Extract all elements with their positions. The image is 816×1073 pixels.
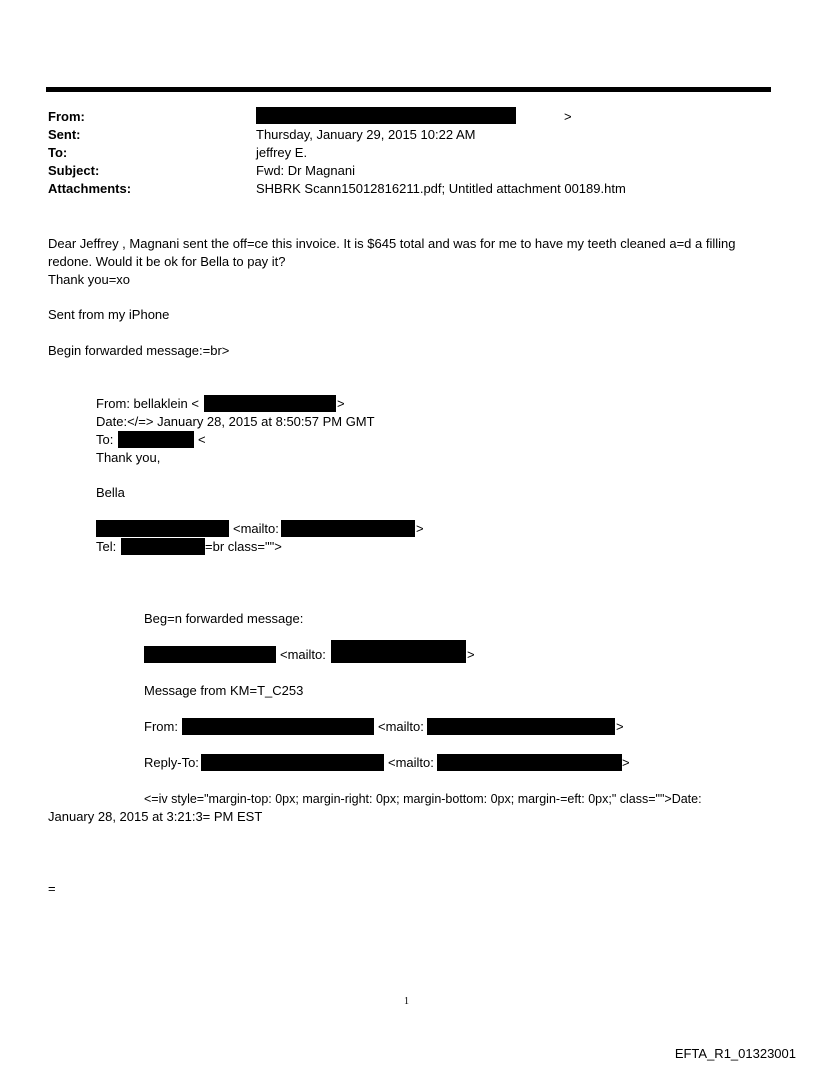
header-sent-label: Sent: <box>48 127 81 142</box>
header-from-value: > <box>564 109 572 124</box>
header-attachments-label: Attachments: <box>48 181 132 196</box>
header-to-label: To: <box>48 145 68 160</box>
fwd2-from-mailto: <mailto: <box>378 719 424 734</box>
fwd1-tel-prefix: Tel: <box>96 539 117 554</box>
redaction-block <box>182 718 374 735</box>
fwd1-mailto-end: > <box>416 521 424 536</box>
redaction-block <box>427 718 615 735</box>
body-line: redone. Would it be ok for Bella to pay it? <box>48 254 286 269</box>
header-subject-value: Fwd: Dr Magnani <box>256 163 355 178</box>
fwd1-from-prefix: From: bellaklein < <box>96 396 199 411</box>
body-line: Dear Jeffrey , Magnani sent the off=ce this invoice. It is $645 total and was for me to have my teeth cleaned a=d a filling <box>48 236 736 251</box>
header-sent-value: Thursday, January 29, 2015 10:22 AM <box>256 127 476 142</box>
header-from-label: From: <box>48 109 85 124</box>
fwd1-signature: Bella <box>96 485 125 500</box>
redaction-block <box>201 754 384 771</box>
fwd1-to-suffix: < <box>198 432 206 447</box>
header-attachments-value: SHBRK Scann15012816211.pdf; Untitled attachment 00189.htm <box>256 181 626 196</box>
sent-from-line: Sent from my iPhone <box>48 307 170 322</box>
body-line: Thank you=xo <box>48 272 131 287</box>
fwd1-date: Date:</=> January 28, 2015 at 8:50:57 PM GMT <box>96 414 375 429</box>
fwd2-begin: Beg=n forwarded message: <box>144 611 304 626</box>
fwd2-from-label: From: <box>144 719 178 734</box>
header-subject-label: Subject: <box>48 163 100 178</box>
header-to-value: jeffrey E. <box>256 145 308 160</box>
fwd2-reply-mailto: <mailto: <box>388 755 434 770</box>
fwd2-from-end: > <box>616 719 624 734</box>
fwd2-mailto-end: > <box>467 647 475 662</box>
document-id-footer: EFTA_R1_01323001 <box>674 1046 796 1061</box>
redaction-block <box>121 538 205 555</box>
fwd1-to-prefix: To: <box>96 432 114 447</box>
trailing-equals: = <box>48 881 56 896</box>
redaction-block <box>204 395 336 412</box>
fwd1-tel-suffix: =br class=""> <box>205 539 282 554</box>
fwd1-thanks: Thank you, <box>96 450 161 465</box>
fwd2-mailto-mid: <mailto: <box>280 647 326 662</box>
header-rule <box>46 87 771 92</box>
redaction-block <box>144 646 276 663</box>
fwd2-message-from: Message from KM=T_C253 <box>144 683 304 698</box>
fwd1-mailto-mid: <mailto: <box>233 521 279 536</box>
fwd2-date-line: January 28, 2015 at 3:21:3= PM EST <box>48 809 263 824</box>
redaction-block <box>281 520 415 537</box>
fwd1-from-suffix: > <box>337 396 345 411</box>
redaction-block <box>437 754 622 771</box>
redaction-block <box>256 107 516 124</box>
fwd2-reply-label: Reply-To: <box>144 755 199 770</box>
fwd2-div-line: <=iv style="margin-top: 0px; margin-right: 0px; margin-bottom: 0px; margin-=eft: 0px;" class="">Date: <box>144 792 702 806</box>
fwd2-reply-end: > <box>622 755 630 770</box>
redaction-block <box>96 520 229 537</box>
page-number: 1 <box>404 996 409 1007</box>
begin-forwarded-line: Begin forwarded message:=br> <box>48 343 230 358</box>
redaction-block <box>118 431 194 448</box>
redaction-block <box>331 640 466 663</box>
